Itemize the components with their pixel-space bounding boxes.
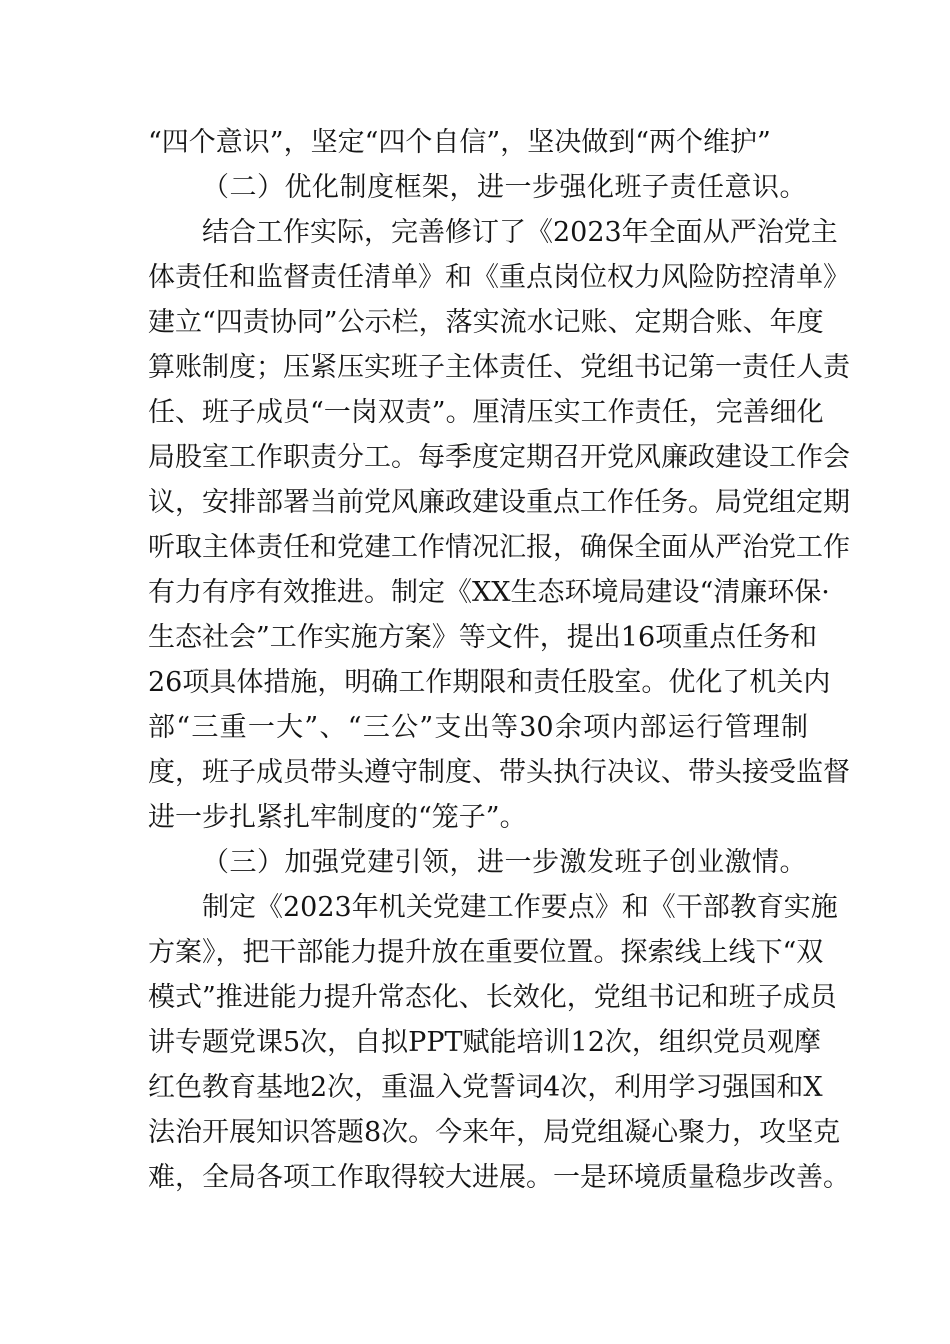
section-2-line: 议，安排部署当前党风廉政建设重点工作任务。局党组定期 bbox=[148, 487, 850, 518]
section-3-heading: （三）加强党建引领，进一步激发班子创业激情。 bbox=[202, 847, 807, 878]
section-2-line: 有力有序有效推进。制定《XX生态环境局建设“清廉环保· bbox=[148, 577, 830, 608]
section-3-line: 红色教育基地2次，重温入党誓词4次，利用学习强国和X bbox=[148, 1072, 823, 1103]
section-2-line: 结合工作实际，完善修订了《2023年全面从严治党主 bbox=[202, 217, 838, 248]
section-3-line: 方案》，把干部能力提升放在重要位置。探索线上线下“双 bbox=[148, 937, 824, 968]
section-2-line: 26项具体措施，明确工作期限和责任股室。优化了机关内 bbox=[148, 667, 831, 698]
section-2-line: 进一步扎紧扎牢制度的“笼子”。 bbox=[148, 802, 527, 833]
section-2-line: 度，班子成员带头遵守制度、带头执行决议、带头接受监督 bbox=[148, 757, 850, 788]
intro-line: “四个意识”，坚定“四个自信”，坚决做到“两个维护” bbox=[148, 127, 771, 158]
section-3-line: 法治开展知识答题8次。今来年，局党组凝心聚力，攻坚克 bbox=[148, 1117, 841, 1148]
section-3-line: 讲专题党课5次，自拟PPT赋能培训12次，组织党员观摩 bbox=[148, 1027, 821, 1058]
section-2-line: 任、班子成员“一岗双责”。厘清压实工作责任，完善细化 bbox=[148, 397, 824, 428]
section-2-line: 部“三重一大”、“三公”支出等30余项内部运行管理制 bbox=[148, 712, 808, 743]
section-2-line: 建立“四责协同”公示栏，落实流水记账、定期合账、年度 bbox=[148, 307, 824, 338]
section-3-line: 制定《2023年机关党建工作要点》和《干部教育实施 bbox=[202, 892, 838, 923]
section-2-line: 听取主体责任和党建工作情况汇报，确保全面从严治党工作 bbox=[148, 532, 850, 563]
section-2-line: 生态社会”工作实施方案》等文件，提出16项重点任务和 bbox=[148, 622, 818, 653]
section-2-line: 体责任和监督责任清单》和《重点岗位权力风险防控清单》 bbox=[148, 262, 850, 293]
section-2-heading: （二）优化制度框架，进一步强化班子责任意识。 bbox=[202, 172, 807, 203]
section-2-line: 算账制度；压紧压实班子主体责任、党组书记第一责任人责 bbox=[148, 352, 850, 383]
section-3-line: 难，全局各项工作取得较大进展。一是环境质量稳步改善。 bbox=[148, 1162, 850, 1193]
section-3-line: 模式”推进能力提升常态化、长效化，党组书记和班子成员 bbox=[148, 982, 837, 1013]
section-2-line: 局股室工作职责分工。每季度定期召开党风廉政建设工作会 bbox=[148, 442, 850, 473]
